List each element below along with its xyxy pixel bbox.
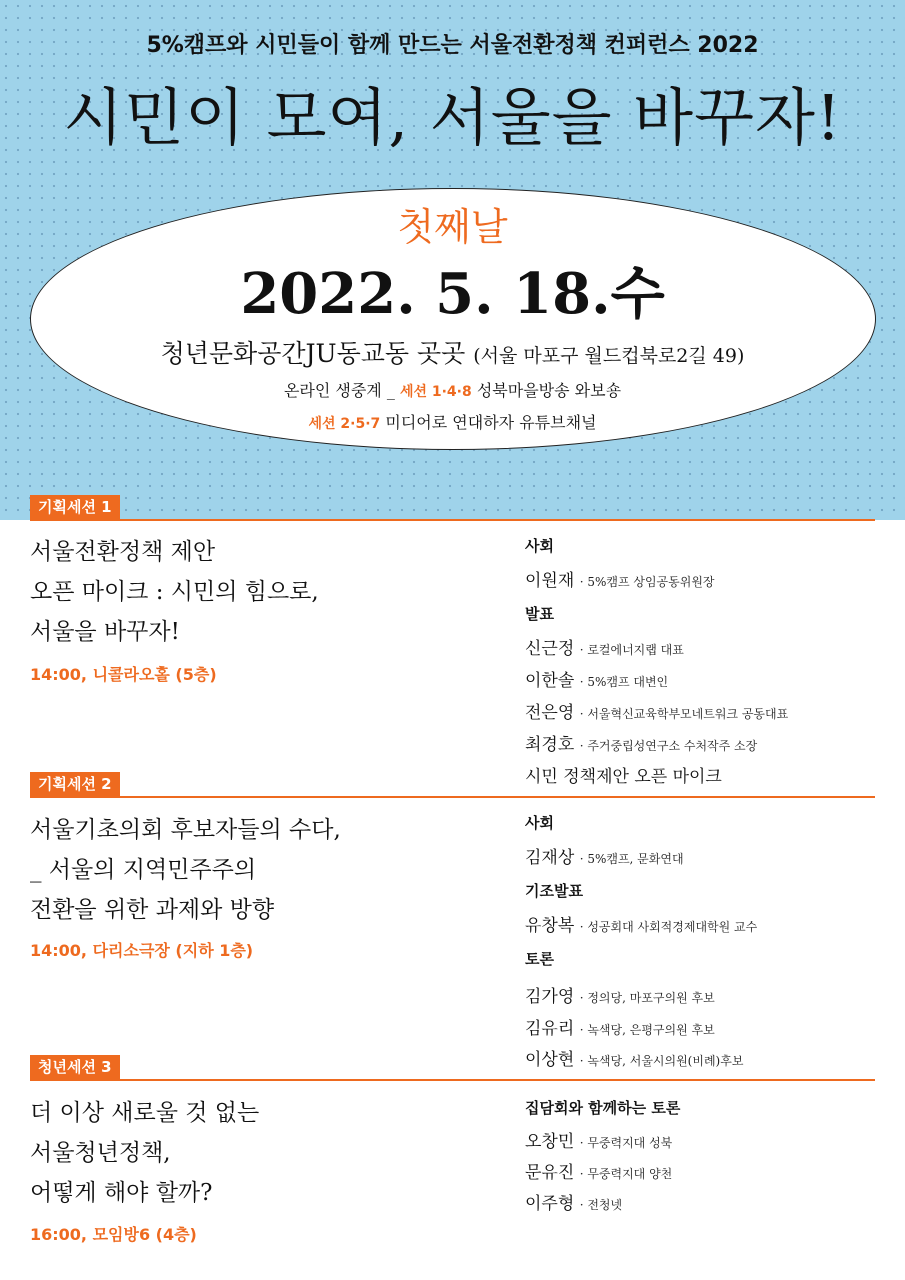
person-name: 이주형 — [525, 1194, 575, 1214]
stream-prefix: 온라인 생중계 _ — [283, 381, 395, 400]
session-title — [30, 810, 490, 930]
session-time: 14:00, 니콜라오홀 (5층) — [30, 665, 217, 684]
session-divider — [30, 796, 875, 798]
stream2-sessions: 세션 2·5·7 — [308, 416, 381, 432]
main-title: 시민이 모여, 서울을 바꾸자! — [63, 81, 842, 154]
person-desc: · 정의당, 마포구의원 후보 — [579, 991, 715, 1005]
person-desc: · 무중력지대 성북 — [579, 1136, 673, 1150]
person-desc: · 녹색당, 서울시의원(비례)후보 — [579, 1054, 744, 1068]
person-row — [525, 1127, 672, 1152]
person-desc: · 성공회대 사회적경제대학원 교수 — [579, 920, 758, 934]
session-time: 16:00, 모임방6 (4층) — [30, 1225, 197, 1244]
person-name: 유창복 — [525, 916, 575, 936]
person-desc: · 주거중립성연구소 수처작주 소장 — [579, 739, 758, 753]
person-name: 김가영 — [525, 987, 575, 1007]
role-label: 기조발표 — [525, 882, 583, 900]
person-name: 신근정 — [525, 639, 575, 659]
person-name: 이한솔 — [525, 671, 575, 691]
session-divider — [30, 519, 875, 521]
person-desc: · 5%캠프 대변인 — [579, 675, 669, 689]
stream1-channel: 성북마을방송 와보숑 — [476, 381, 622, 400]
person-name: 이원재 — [525, 571, 575, 591]
session-title-line: 서울전환정책 제안 — [30, 539, 216, 565]
session-title-line: _ 서울의 지역민주주의 — [30, 857, 257, 883]
person-desc: · 서울혁신교육학부모네트워크 공동대표 — [579, 707, 789, 721]
session-title-line: 더 이상 새로울 것 없는 — [30, 1100, 260, 1126]
session-title-line: 오픈 마이크 : 시민의 힘으로, — [30, 579, 319, 605]
session-divider — [30, 1079, 875, 1081]
person-row — [525, 1158, 672, 1183]
person-row — [525, 1189, 622, 1214]
role-label: 사회 — [525, 537, 554, 555]
role-label: 사회 — [525, 814, 554, 832]
conference-subtitle: 5%캠프와 시민들이 함께 만드는 서울전환정책 컨퍼런스 2022 — [146, 33, 759, 58]
event-day: 첫째날 — [397, 205, 508, 249]
role-label: 집담회와 함께하는 토론 — [525, 1099, 681, 1117]
person-row — [525, 666, 668, 691]
person-row — [525, 762, 722, 787]
session-title-line: 전환을 위한 과제와 방향 — [30, 897, 275, 923]
session-title-line: 서울청년정책, — [30, 1140, 171, 1166]
person-name: 김유리 — [525, 1019, 575, 1039]
session-tag: 기획세션 1 — [30, 495, 120, 519]
person-name: 전은영 — [525, 703, 575, 723]
person-name: 김재상 — [525, 848, 575, 868]
stream2-channel: 미디어로 연대하자 유튜브채널 — [385, 413, 597, 432]
person-name: 오창민 — [525, 1132, 575, 1152]
person-name: 시민 정책제안 오픈 마이크 — [525, 767, 722, 787]
person-desc: · 5%캠프, 문화연대 — [579, 852, 684, 866]
person-name: 최경호 — [525, 735, 575, 755]
event-venue — [0, 334, 905, 370]
person-desc: · 전청넷 — [579, 1198, 623, 1212]
role-label: 발표 — [525, 605, 554, 623]
session-title — [30, 1093, 490, 1213]
event-date: 2022. 5. 18.수 — [240, 261, 665, 327]
person-desc: · 무중력지대 양천 — [579, 1167, 673, 1181]
venue-name: 청년문화공간JU동교동 곳곳 — [160, 339, 466, 368]
person-row — [525, 982, 715, 1007]
stream-info-2 — [0, 410, 905, 433]
person-row — [525, 843, 684, 868]
stream-info-1 — [0, 378, 905, 401]
person-desc: · 녹색당, 은평구의원 후보 — [579, 1023, 715, 1037]
person-row — [525, 911, 757, 936]
person-row — [525, 634, 684, 659]
person-row — [525, 698, 788, 723]
person-row — [525, 730, 757, 755]
person-name: 이상현 — [525, 1050, 575, 1070]
session-tag: 기획세션 2 — [30, 772, 120, 796]
person-desc: · 5%캠프 상임공동위원장 — [579, 575, 715, 589]
session-title-line: 서울기초의회 후보자들의 수다, — [30, 817, 341, 843]
person-row — [525, 1045, 743, 1070]
session-time: 14:00, 다리소극장 (지하 1층) — [30, 941, 254, 960]
venue-address: (서울 마포구 월드컵북로2길 49) — [473, 345, 745, 367]
person-name: 문유진 — [525, 1163, 575, 1183]
stream1-sessions: 세션 1·4·8 — [399, 384, 472, 400]
person-desc: · 로컬에너지랩 대표 — [579, 643, 684, 657]
session-title-line: 서울을 바꾸자! — [30, 619, 180, 645]
person-row — [525, 1014, 715, 1039]
role-label: 토론 — [525, 950, 554, 968]
session-title-line: 어떻게 해야 할까? — [30, 1180, 213, 1206]
session-tag: 청년세션 3 — [30, 1055, 120, 1079]
person-row — [525, 566, 715, 591]
session-title — [30, 532, 490, 652]
